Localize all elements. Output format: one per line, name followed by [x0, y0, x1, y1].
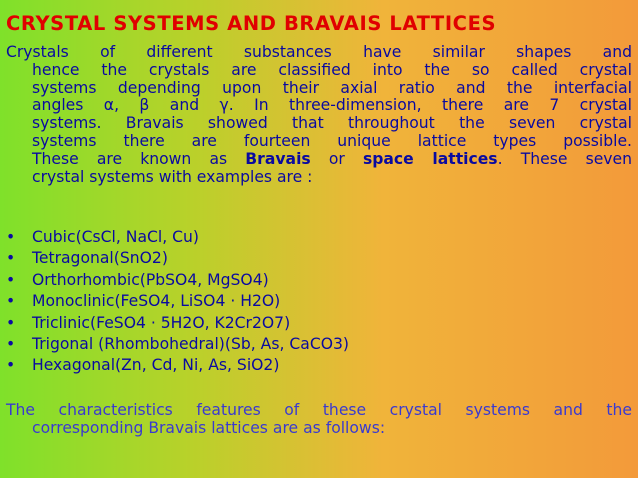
bullet-icon: • [6, 313, 16, 332]
list-item-text: Trigonal (Rhombohedral)(Sb, As, CaCO3) [32, 335, 349, 354]
intro-line-7-c: or [310, 149, 363, 168]
closing-paragraph [6, 402, 632, 438]
bullet-icon: • [6, 292, 16, 311]
list-item [6, 355, 626, 376]
crystal-system-list [6, 227, 626, 377]
list-item-text: Tetragonal(SnO2) [32, 249, 168, 268]
bullet-icon: • [6, 228, 16, 246]
intro-line-7-a: These are known as [32, 149, 246, 168]
list-item [6, 334, 626, 355]
intro-line-5: systems. Bravais showed that throughout the seven crystal [32, 114, 632, 133]
bravais-term: Bravais [245, 149, 311, 168]
list-item-text: Cubic(CsCl, NaCl, Cu) [32, 228, 200, 246]
bullet-icon: • [6, 335, 16, 354]
list-item-text: Monoclinic(FeSO4, LiSO4 · H2O) [32, 292, 281, 311]
intro-line-8: crystal systems with examples are : [32, 167, 313, 186]
list-item [6, 291, 626, 312]
intro-line-7 [6, 151, 632, 169]
list-item [6, 313, 626, 334]
list-item-text: Orthorhombic(PbSO4, MgSO4) [32, 270, 269, 289]
closing-line-1: The characteristics features of these crystal systems and the [6, 401, 632, 419]
list-item [6, 270, 626, 291]
intro-line-2: hence the crystals are classified into the so called crystal [32, 60, 632, 79]
list-item-text: Triclinic(FeSO4 · 5H2O, K2Cr2O7) [32, 313, 291, 332]
intro-line-4: angles α, β and γ. In three-dimension, there are 7 crystal [32, 96, 632, 115]
closing-line-2: corresponding Bravais lattices are as follows: [32, 418, 386, 437]
space-lattices-term: space lattices [362, 149, 498, 168]
intro-line-6: systems there are fourteen unique lattice types possible. [32, 131, 632, 150]
list-item-text: Hexagonal(Zn, Cd, Ni, As, SiO2) [32, 356, 280, 375]
list-item [6, 227, 626, 248]
intro-paragraph [6, 44, 632, 186]
intro-line-3: systems depending upon their axial ratio and the interfacial [32, 78, 632, 97]
slide-title: CRYSTAL SYSTEMS AND BRAVAIS LATTICES [6, 12, 497, 35]
intro-line-7-e: . These seven [497, 149, 632, 168]
bullet-icon: • [6, 249, 16, 268]
list-item [6, 248, 626, 269]
bullet-icon: • [6, 356, 16, 375]
bullet-icon: • [6, 270, 16, 289]
intro-line-1: Crystals of different substances have similar shapes and [6, 43, 632, 61]
